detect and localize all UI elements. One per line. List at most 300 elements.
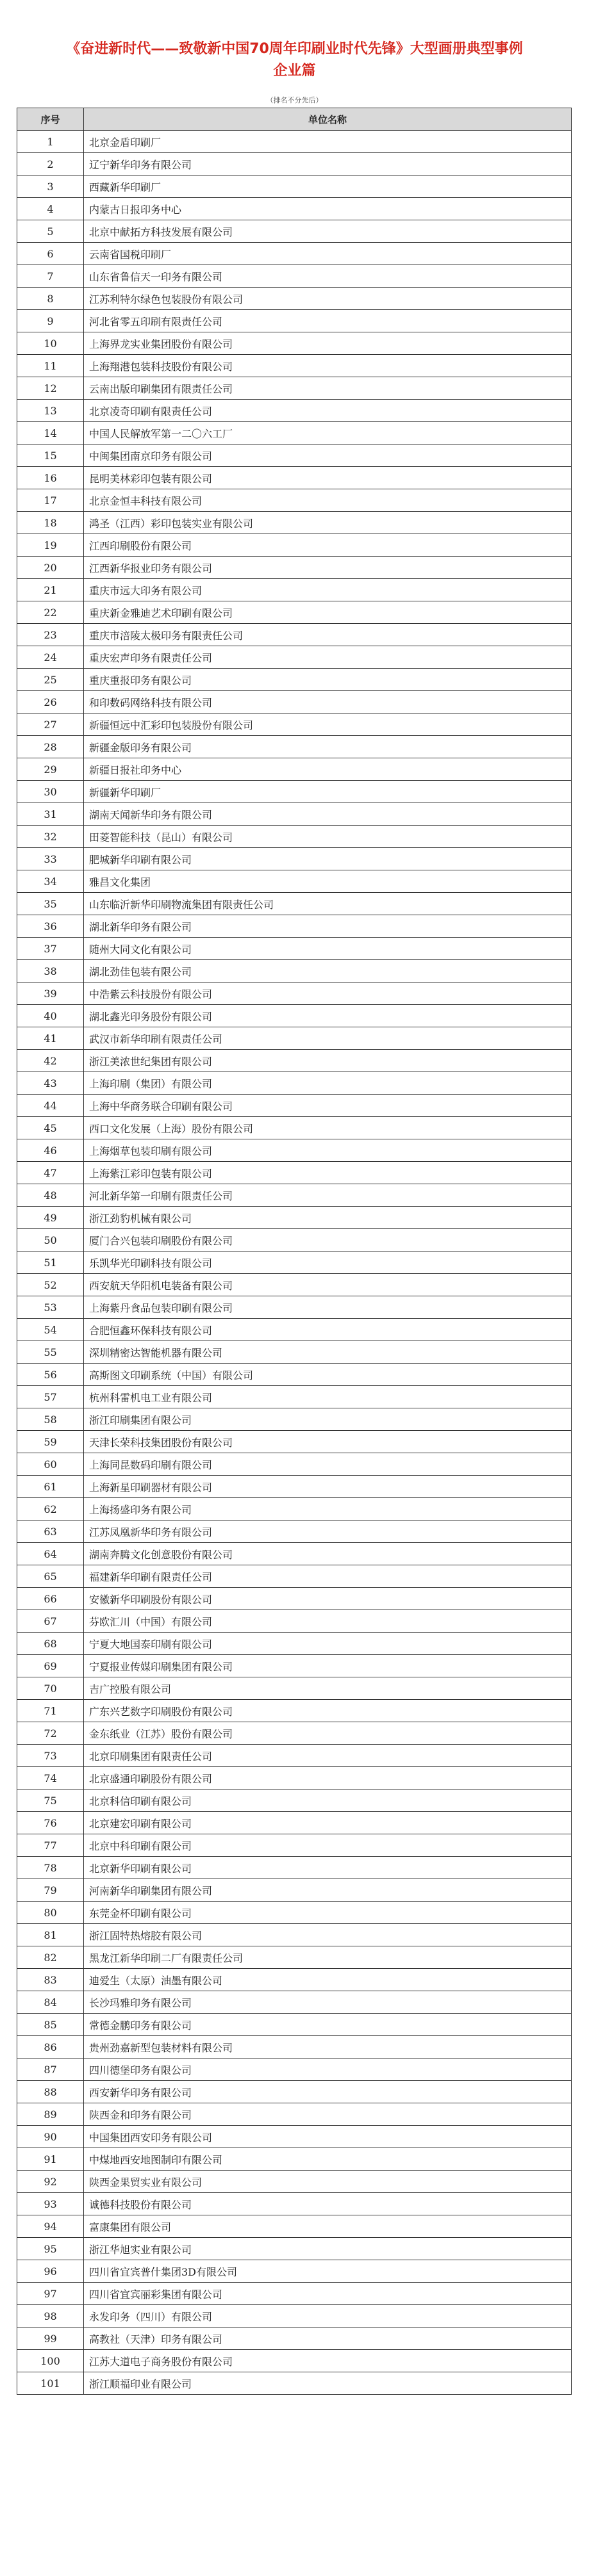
row-company-name: 上海紫丹食品包装印刷有限公司 (84, 1296, 572, 1319)
row-company-name: 合肥恒鑫环保科技有限公司 (84, 1319, 572, 1341)
table-row (17, 1969, 572, 1991)
row-index: 6 (17, 243, 84, 265)
row-index: 90 (17, 2126, 84, 2148)
row-company-name: 河北新华第一印刷有限责任公司 (84, 1184, 572, 1207)
row-company-name: 北京金盾印刷厂 (84, 131, 572, 153)
row-company-name: 北京中献拓方科技发展有限公司 (84, 220, 572, 243)
table-row (17, 1117, 572, 1139)
row-company-name: 厦门合兴包装印刷股份有限公司 (84, 1229, 572, 1251)
row-index: 61 (17, 1476, 84, 1498)
table-row (17, 377, 572, 400)
row-company-name: 昆明美林彩印包装有限公司 (84, 467, 572, 489)
row-index: 33 (17, 848, 84, 870)
row-company-name: 浙江顺福印业有限公司 (84, 2372, 572, 2395)
table-row (17, 198, 572, 220)
row-company-name: 西安新华印务有限公司 (84, 2081, 572, 2103)
company-table (17, 108, 572, 2395)
table-row (17, 1767, 572, 1789)
row-index: 91 (17, 2148, 84, 2171)
row-index: 11 (17, 355, 84, 377)
table-row (17, 1027, 572, 1050)
row-index: 26 (17, 691, 84, 713)
table-row (17, 444, 572, 467)
row-company-name: 高教社（天津）印务有限公司 (84, 2327, 572, 2350)
table-row (17, 893, 572, 915)
table-row (17, 422, 572, 444)
row-company-name: 山东省鲁信天一印务有限公司 (84, 265, 572, 288)
row-company-name: 永发印务（四川）有限公司 (84, 2305, 572, 2327)
row-company-name: 重庆市涪陵太极印务有限责任公司 (84, 624, 572, 646)
row-company-name: 浙江印刷集团有限公司 (84, 1408, 572, 1431)
row-company-name: 上海中华商务联合印刷有限公司 (84, 1095, 572, 1117)
row-index: 71 (17, 1700, 84, 1722)
table-row (17, 1408, 572, 1431)
row-company-name: 新疆新华印刷厂 (84, 781, 572, 803)
row-company-name: 北京中科印刷有限公司 (84, 1834, 572, 1857)
row-company-name: 上海扬盛印务有限公司 (84, 1498, 572, 1520)
table-row (17, 400, 572, 422)
row-company-name: 金东纸业（江苏）股份有限公司 (84, 1722, 572, 1745)
row-company-name: 宁夏报业传媒印刷集团有限公司 (84, 1655, 572, 1677)
table-row (17, 982, 572, 1005)
row-index: 7 (17, 265, 84, 288)
row-index: 67 (17, 1610, 84, 1633)
table-body (17, 131, 572, 2395)
table-row (17, 1520, 572, 1543)
row-index: 39 (17, 982, 84, 1005)
row-index: 28 (17, 736, 84, 758)
row-company-name: 陕西金果贸实业有限公司 (84, 2171, 572, 2193)
row-company-name: 鸿圣（江西）彩印包装实业有限公司 (84, 512, 572, 534)
row-company-name: 北京盛通印刷股份有限公司 (84, 1767, 572, 1789)
table-row (17, 1745, 572, 1767)
row-index: 66 (17, 1588, 84, 1610)
table-row (17, 2171, 572, 2193)
table-row (17, 1072, 572, 1095)
table-row (17, 1476, 572, 1498)
row-company-name: 重庆新金雅迪艺术印刷有限公司 (84, 601, 572, 624)
table-row (17, 1251, 572, 1274)
row-index: 48 (17, 1184, 84, 1207)
table-row (17, 1633, 572, 1655)
row-index: 59 (17, 1431, 84, 1453)
row-index: 30 (17, 781, 84, 803)
row-company-name: 芬欧汇川（中国）有限公司 (84, 1610, 572, 1633)
table-row (17, 960, 572, 982)
row-index: 5 (17, 220, 84, 243)
row-company-name: 广东兴艺数字印刷股份有限公司 (84, 1700, 572, 1722)
row-company-name: 湖北劲佳包装有限公司 (84, 960, 572, 982)
table-row (17, 512, 572, 534)
row-company-name: 高斯图文印刷系统（中国）有限公司 (84, 1364, 572, 1386)
table-row (17, 826, 572, 848)
ranking-note: （排名不分先后） (266, 96, 323, 104)
row-index: 55 (17, 1341, 84, 1364)
row-index: 86 (17, 2036, 84, 2058)
table-row (17, 915, 572, 938)
row-index: 85 (17, 2014, 84, 2036)
table-row (17, 534, 572, 557)
row-company-name: 浙江华旭实业有限公司 (84, 2238, 572, 2260)
row-company-name: 中浩紫云科技股份有限公司 (84, 982, 572, 1005)
table-row (17, 646, 572, 669)
row-index: 14 (17, 422, 84, 444)
table-row (17, 1184, 572, 1207)
row-company-name: 重庆重报印务有限公司 (84, 669, 572, 691)
row-index: 4 (17, 198, 84, 220)
table-row (17, 1789, 572, 1812)
row-index: 80 (17, 1902, 84, 1924)
row-index: 32 (17, 826, 84, 848)
table-row (17, 2081, 572, 2103)
row-company-name: 四川省宜宾普什集团3D有限公司 (84, 2260, 572, 2283)
row-index: 25 (17, 669, 84, 691)
table-row (17, 2283, 572, 2305)
row-company-name: 北京科信印刷有限公司 (84, 1789, 572, 1812)
row-company-name: 中国人民解放军第一二〇六工厂 (84, 422, 572, 444)
row-index: 98 (17, 2305, 84, 2327)
table-row (17, 1565, 572, 1588)
table-row (17, 2327, 572, 2350)
row-company-name: 江西新华报业印务有限公司 (84, 557, 572, 579)
table-row (17, 1319, 572, 1341)
table-row (17, 2305, 572, 2327)
row-index: 15 (17, 444, 84, 467)
row-index: 56 (17, 1364, 84, 1386)
title-line-1: 《奋进新时代——致敬新中国70周年印刷业时代先锋》大型画册典型事例 (66, 41, 523, 57)
table-row (17, 1543, 572, 1565)
table-row (17, 1341, 572, 1364)
row-company-name: 西安航天华阳机电装备有限公司 (84, 1274, 572, 1296)
row-company-name: 新疆恒远中汇彩印包装股份有限公司 (84, 713, 572, 736)
row-company-name: 湖南奔腾文化创意股份有限公司 (84, 1543, 572, 1565)
row-index: 42 (17, 1050, 84, 1072)
document-title (0, 38, 589, 82)
row-company-name: 湖北新华印务有限公司 (84, 915, 572, 938)
row-index: 81 (17, 1924, 84, 1946)
row-company-name: 江苏大道电子商务股份有限公司 (84, 2350, 572, 2372)
table-row (17, 1207, 572, 1229)
row-index: 94 (17, 2215, 84, 2238)
row-company-name: 云南省国税印刷厂 (84, 243, 572, 265)
row-company-name: 宁夏大地国泰印刷有限公司 (84, 1633, 572, 1655)
row-company-name: 江西印刷股份有限公司 (84, 534, 572, 557)
row-index: 20 (17, 557, 84, 579)
row-company-name: 田菱智能科技（昆山）有限公司 (84, 826, 572, 848)
row-index: 35 (17, 893, 84, 915)
row-index: 22 (17, 601, 84, 624)
table-row (17, 1834, 572, 1857)
table-row (17, 557, 572, 579)
table-row (17, 848, 572, 870)
row-company-name: 吉广控股有限公司 (84, 1677, 572, 1700)
table-row (17, 220, 572, 243)
table-row (17, 669, 572, 691)
table-row (17, 1924, 572, 1946)
table-row (17, 781, 572, 803)
row-company-name: 辽宁新华印务有限公司 (84, 153, 572, 175)
row-company-name: 武汉市新华印刷有限责任公司 (84, 1027, 572, 1050)
table-header-row (17, 108, 572, 131)
row-index: 18 (17, 512, 84, 534)
table-row (17, 1677, 572, 1700)
row-company-name: 安徽新华印刷股份有限公司 (84, 1588, 572, 1610)
row-company-name: 北京建宏印刷有限公司 (84, 1812, 572, 1834)
table-row (17, 2238, 572, 2260)
row-company-name: 北京凌奇印刷有限责任公司 (84, 400, 572, 422)
table-row (17, 624, 572, 646)
row-company-name: 中国集团西安印务有限公司 (84, 2126, 572, 2148)
row-index: 13 (17, 400, 84, 422)
row-company-name: 重庆宏声印务有限责任公司 (84, 646, 572, 669)
row-index: 2 (17, 153, 84, 175)
table-row (17, 1229, 572, 1251)
row-index: 40 (17, 1005, 84, 1027)
row-company-name: 东莞金杯印刷有限公司 (84, 1902, 572, 1924)
row-company-name: 富康集团有限公司 (84, 2215, 572, 2238)
table-row (17, 467, 572, 489)
row-index: 45 (17, 1117, 84, 1139)
table-row (17, 489, 572, 512)
row-index: 19 (17, 534, 84, 557)
row-index: 9 (17, 310, 84, 332)
row-index: 87 (17, 2058, 84, 2081)
table-row (17, 2014, 572, 2036)
row-company-name: 上海同昆数码印刷有限公司 (84, 1453, 572, 1476)
row-index: 47 (17, 1162, 84, 1184)
row-index: 43 (17, 1072, 84, 1095)
row-index: 23 (17, 624, 84, 646)
table-row (17, 2103, 572, 2126)
row-company-name: 上海紫江彩印包装有限公司 (84, 1162, 572, 1184)
table-row (17, 1095, 572, 1117)
table-row (17, 758, 572, 781)
row-index: 27 (17, 713, 84, 736)
row-index: 3 (17, 175, 84, 198)
table-row (17, 310, 572, 332)
row-index: 72 (17, 1722, 84, 1745)
table-row (17, 1946, 572, 1969)
table-row (17, 265, 572, 288)
row-index: 64 (17, 1543, 84, 1565)
row-company-name: 诚德科技股份有限公司 (84, 2193, 572, 2215)
row-company-name: 湖北鑫光印务股份有限公司 (84, 1005, 572, 1027)
table-row (17, 1274, 572, 1296)
row-company-name: 内蒙古日报印务中心 (84, 198, 572, 220)
row-index: 70 (17, 1677, 84, 1700)
row-company-name: 贵州劲嘉新型包装材料有限公司 (84, 2036, 572, 2058)
row-company-name: 上海新星印刷器材有限公司 (84, 1476, 572, 1498)
row-company-name: 山东临沂新华印刷物流集团有限责任公司 (84, 893, 572, 915)
row-index: 21 (17, 579, 84, 601)
row-index: 92 (17, 2171, 84, 2193)
row-index: 34 (17, 870, 84, 893)
row-company-name: 江苏凤凰新华印务有限公司 (84, 1520, 572, 1543)
table-row (17, 355, 572, 377)
table-row (17, 579, 572, 601)
row-company-name: 西藏新华印刷厂 (84, 175, 572, 198)
row-index: 53 (17, 1296, 84, 1319)
row-index: 63 (17, 1520, 84, 1543)
row-index: 24 (17, 646, 84, 669)
row-company-name: 江苏利特尔绿色包装股份有限公司 (84, 288, 572, 310)
row-index: 82 (17, 1946, 84, 1969)
row-index: 12 (17, 377, 84, 400)
row-index: 79 (17, 1879, 84, 1902)
row-company-name: 湖南天闻新华印务有限公司 (84, 803, 572, 826)
row-index: 37 (17, 938, 84, 960)
table-row (17, 1588, 572, 1610)
header-index: 序号 (17, 108, 84, 131)
row-index: 49 (17, 1207, 84, 1229)
table-row (17, 1453, 572, 1476)
table-row (17, 1431, 572, 1453)
row-index: 76 (17, 1812, 84, 1834)
row-company-name: 中煤地西安地图制印有限公司 (84, 2148, 572, 2171)
table-row (17, 2036, 572, 2058)
row-company-name: 乐凯华光印刷科技有限公司 (84, 1251, 572, 1274)
row-company-name: 北京金恒丰科技有限公司 (84, 489, 572, 512)
row-index: 8 (17, 288, 84, 310)
table-row (17, 1162, 572, 1184)
table-row (17, 1722, 572, 1745)
row-index: 52 (17, 1274, 84, 1296)
table-row (17, 2215, 572, 2238)
row-company-name: 北京印刷集团有限责任公司 (84, 1745, 572, 1767)
row-company-name: 黑龙江新华印刷二厂有限责任公司 (84, 1946, 572, 1969)
header-company-name: 单位名称 (84, 108, 572, 131)
row-company-name: 中闽集团南京印务有限公司 (84, 444, 572, 467)
table-row (17, 1364, 572, 1386)
row-index: 68 (17, 1633, 84, 1655)
table-row (17, 713, 572, 736)
row-company-name: 浙江固特热熔胶有限公司 (84, 1924, 572, 1946)
row-company-name: 河南新华印刷集团有限公司 (84, 1879, 572, 1902)
row-company-name: 上海烟草包装印刷有限公司 (84, 1139, 572, 1162)
row-index: 77 (17, 1834, 84, 1857)
row-index: 17 (17, 489, 84, 512)
table-row (17, 332, 572, 355)
row-company-name: 四川省宜宾丽彩集团有限公司 (84, 2283, 572, 2305)
table-row (17, 2058, 572, 2081)
row-index: 62 (17, 1498, 84, 1520)
table-row (17, 2260, 572, 2283)
table-row (17, 870, 572, 893)
row-index: 60 (17, 1453, 84, 1476)
row-index: 16 (17, 467, 84, 489)
row-company-name: 天津长荣科技集团股份有限公司 (84, 1431, 572, 1453)
row-company-name: 随州大同文化有限公司 (84, 938, 572, 960)
table-row (17, 1610, 572, 1633)
row-company-name: 和印数码网络科技有限公司 (84, 691, 572, 713)
table-row (17, 1005, 572, 1027)
row-index: 54 (17, 1319, 84, 1341)
row-index: 95 (17, 2238, 84, 2260)
row-company-name: 杭州科雷机电工业有限公司 (84, 1386, 572, 1408)
row-company-name: 福建新华印刷有限责任公司 (84, 1565, 572, 1588)
table-row (17, 2350, 572, 2372)
row-index: 88 (17, 2081, 84, 2103)
row-index: 97 (17, 2283, 84, 2305)
table-row (17, 803, 572, 826)
row-company-name: 常德金鹏印务有限公司 (84, 2014, 572, 2036)
row-index: 73 (17, 1745, 84, 1767)
row-index: 69 (17, 1655, 84, 1677)
row-index: 58 (17, 1408, 84, 1431)
table-row (17, 938, 572, 960)
row-index: 10 (17, 332, 84, 355)
row-index: 101 (17, 2372, 84, 2395)
row-company-name: 浙江美浓世纪集团有限公司 (84, 1050, 572, 1072)
row-company-name: 上海翔港包装科技股份有限公司 (84, 355, 572, 377)
table-row (17, 1812, 572, 1834)
table-row (17, 175, 572, 198)
row-index: 38 (17, 960, 84, 982)
row-company-name: 四川德堡印务有限公司 (84, 2058, 572, 2081)
table-row (17, 1655, 572, 1677)
row-company-name: 迪爱生（太原）油墨有限公司 (84, 1969, 572, 1991)
table-row (17, 1050, 572, 1072)
table-row (17, 131, 572, 153)
row-company-name: 陕西金和印务有限公司 (84, 2103, 572, 2126)
row-company-name: 新疆金版印务有限公司 (84, 736, 572, 758)
row-index: 75 (17, 1789, 84, 1812)
row-company-name: 北京新华印刷有限公司 (84, 1857, 572, 1879)
table-row (17, 1700, 572, 1722)
row-index: 65 (17, 1565, 84, 1588)
row-index: 78 (17, 1857, 84, 1879)
row-index: 99 (17, 2327, 84, 2350)
row-index: 83 (17, 1969, 84, 1991)
row-index: 46 (17, 1139, 84, 1162)
table-row (17, 1296, 572, 1319)
row-company-name: 肥城新华印刷有限公司 (84, 848, 572, 870)
table-row (17, 288, 572, 310)
row-index: 36 (17, 915, 84, 938)
table-row (17, 1139, 572, 1162)
row-company-name: 河北省零五印刷有限责任公司 (84, 310, 572, 332)
table-row (17, 1879, 572, 1902)
table-row (17, 1498, 572, 1520)
row-company-name: 浙江劲豹机械有限公司 (84, 1207, 572, 1229)
row-company-name: 上海印刷（集团）有限公司 (84, 1072, 572, 1095)
table-row (17, 243, 572, 265)
row-index: 93 (17, 2193, 84, 2215)
title-line-2: 企业篇 (273, 63, 316, 79)
row-company-name: 雅昌文化集团 (84, 870, 572, 893)
table-row (17, 1991, 572, 2014)
table-row (17, 1902, 572, 1924)
row-index: 74 (17, 1767, 84, 1789)
row-company-name: 重庆市远大印务有限公司 (84, 579, 572, 601)
table-row (17, 153, 572, 175)
table-row (17, 691, 572, 713)
row-index: 31 (17, 803, 84, 826)
table-row (17, 1857, 572, 1879)
table-row (17, 736, 572, 758)
row-index: 89 (17, 2103, 84, 2126)
row-index: 29 (17, 758, 84, 781)
table-row (17, 2372, 572, 2395)
row-index: 41 (17, 1027, 84, 1050)
row-company-name: 云南出版印刷集团有限责任公司 (84, 377, 572, 400)
row-index: 50 (17, 1229, 84, 1251)
row-company-name: 长沙玛雅印务有限公司 (84, 1991, 572, 2014)
row-index: 96 (17, 2260, 84, 2283)
row-index: 1 (17, 131, 84, 153)
table-row (17, 1386, 572, 1408)
table-row (17, 2193, 572, 2215)
